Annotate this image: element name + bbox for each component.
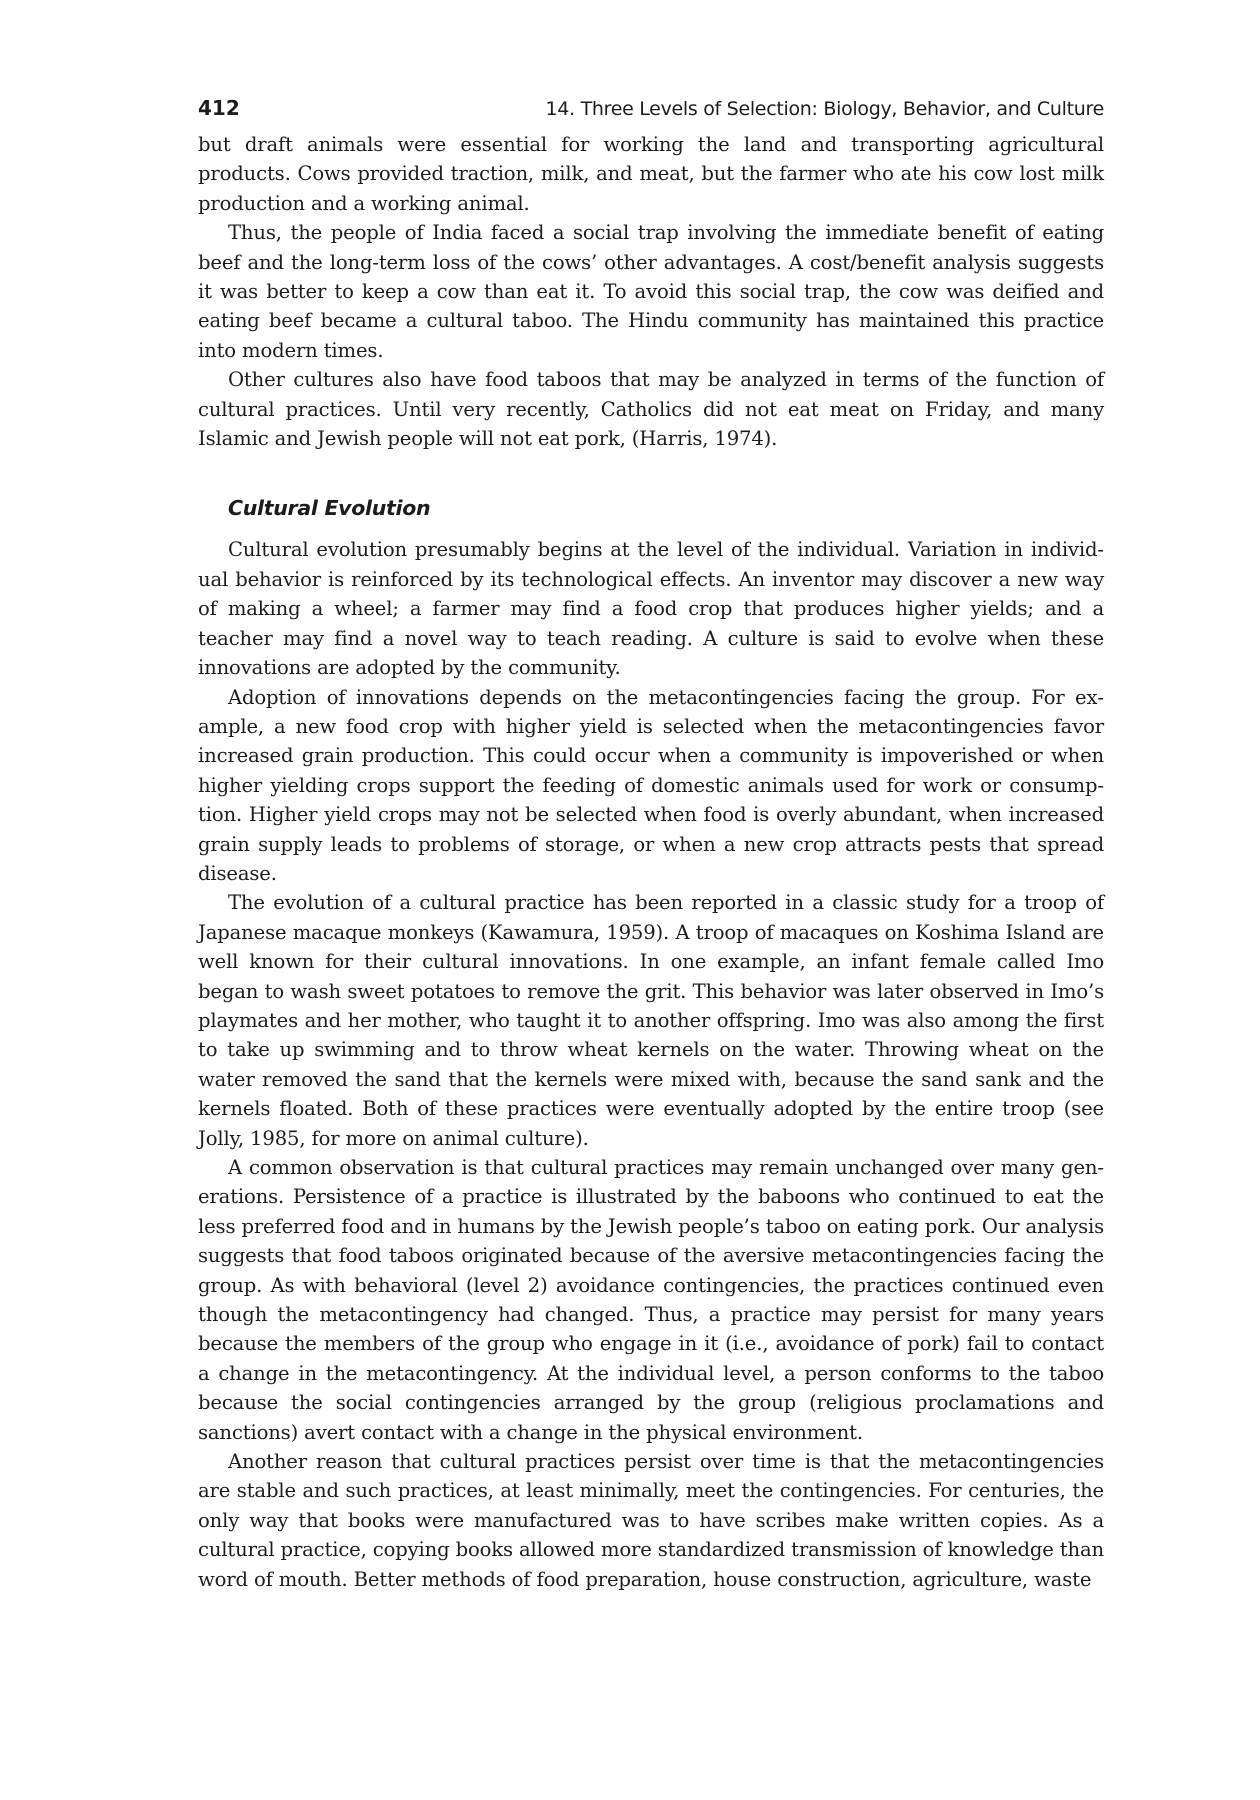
paragraph: A common observation is that cultural practices may remain unchanged over many generations. Persistence of a practice is illustrated by the baboons who continued to eat the less preferred food and in humans by the Jewish people’s taboo on eating pork. Our analysis suggests that food taboos originated because of the aversive metacontingencies facing the group. As with behavioral (level 2) avoidance contingencies, the practices continued even though the metacontingency had changed. Thus, a practice may persist for many years because the members of the group who engage in it (i.e., avoidance of pork) fail to contact a change in the metacontingency. At the individual level, a person conforms to the taboo because the social contingencies arranged by the group (religious proclamations and sanctions) avert contact with a change in the physical environment. xyxy=(198,1156,1104,1444)
paragraph: The evolution of a cultural practice has been reported in a classic study for a troop of Japanese macaque monkeys (Kawamura, 1959). A troop of macaques on Koshima Island are well known for their cultural innovations. In one example, an infant female called Imo began to wash sweet potatoes to remove the grit. This behavior was later observed in Imo’s playmates and her mother, who taught it to another offspring. Imo was also among the first to take up swimming and to throw wheat kernels on the water. Throwing wheat on the water removed the sand that the kernels were mixed with, because the sand sank and the kernels floated. Both of these practices were eventually adopted by the entire troop (see Jolly, 1985, for more on animal culture). xyxy=(198,891,1104,1150)
paragraph: Cultural evolution presumably begins at the level of the individual. Variation in individual behavior is reinforced by its technological effects. An inventor may discover a new way of making a wheel; a farmer may find a food crop that produces higher yields; and a teacher may find a novel way to teach reading. A culture is said to evolve when these innovations are adopted by the community. xyxy=(198,538,1104,680)
page-number: 412 xyxy=(198,96,240,120)
paragraph: Adoption of innovations depends on the metacontingencies facing the group. For example, a new food crop with higher yield is selected when the metacontingencies favor increased grain production. This could occur when a community is impoverished or when higher yielding crops support the feeding of domestic animals used for work or consumption. Higher yield crops may not be selected when food is overly abundant, when increased grain supply leads to problems of storage, or when a new crop attracts pests that spread disease. xyxy=(198,685,1104,885)
section-body xyxy=(198,535,1104,1594)
running-head xyxy=(198,96,1104,130)
paragraph-continued: but draft animals were essential for working the land and transporting agricultural products. Cows provided traction, milk, and meat, but the farmer who ate his cow lost milk production and a working animal. xyxy=(198,133,1104,215)
chapter-title: 14. Three Levels of Selection: Biology, Behavior, and Culture xyxy=(545,98,1104,120)
paragraph: Thus, the people of India faced a social trap involving the immediate benefit of eating beef and the long-term loss of the cows’ other advantages. A cost/benefit analysis suggests it was better to keep a cow than eat it. To avoid this social trap, the cow was deified and eating beef became a cultural taboo. The Hindu community has maintained this practice into modern times. xyxy=(198,221,1104,362)
section-heading: Cultural Evolution xyxy=(228,496,431,521)
paragraph: Another reason that cultural practices persist over time is that the metacontingencies are stable and such practices, at least minimally, meet the contingencies. For centuries, the only way that books were manufactured was to have scribes make written copies. As a cultural practice, copying books allowed more standardized transmission of knowledge than word of mouth. Better methods of food preparation, house construction, agriculture, waste xyxy=(198,1450,1105,1591)
body-text xyxy=(198,130,1104,1594)
paragraph: Other cultures also have food taboos that may be analyzed in terms of the function of cultural practices. Until very recently, Catholics did not eat meat on Friday, and many Islamic and Jewish people will not eat pork, (Harris, 1974). xyxy=(198,368,1104,451)
book-page xyxy=(198,96,1104,1594)
